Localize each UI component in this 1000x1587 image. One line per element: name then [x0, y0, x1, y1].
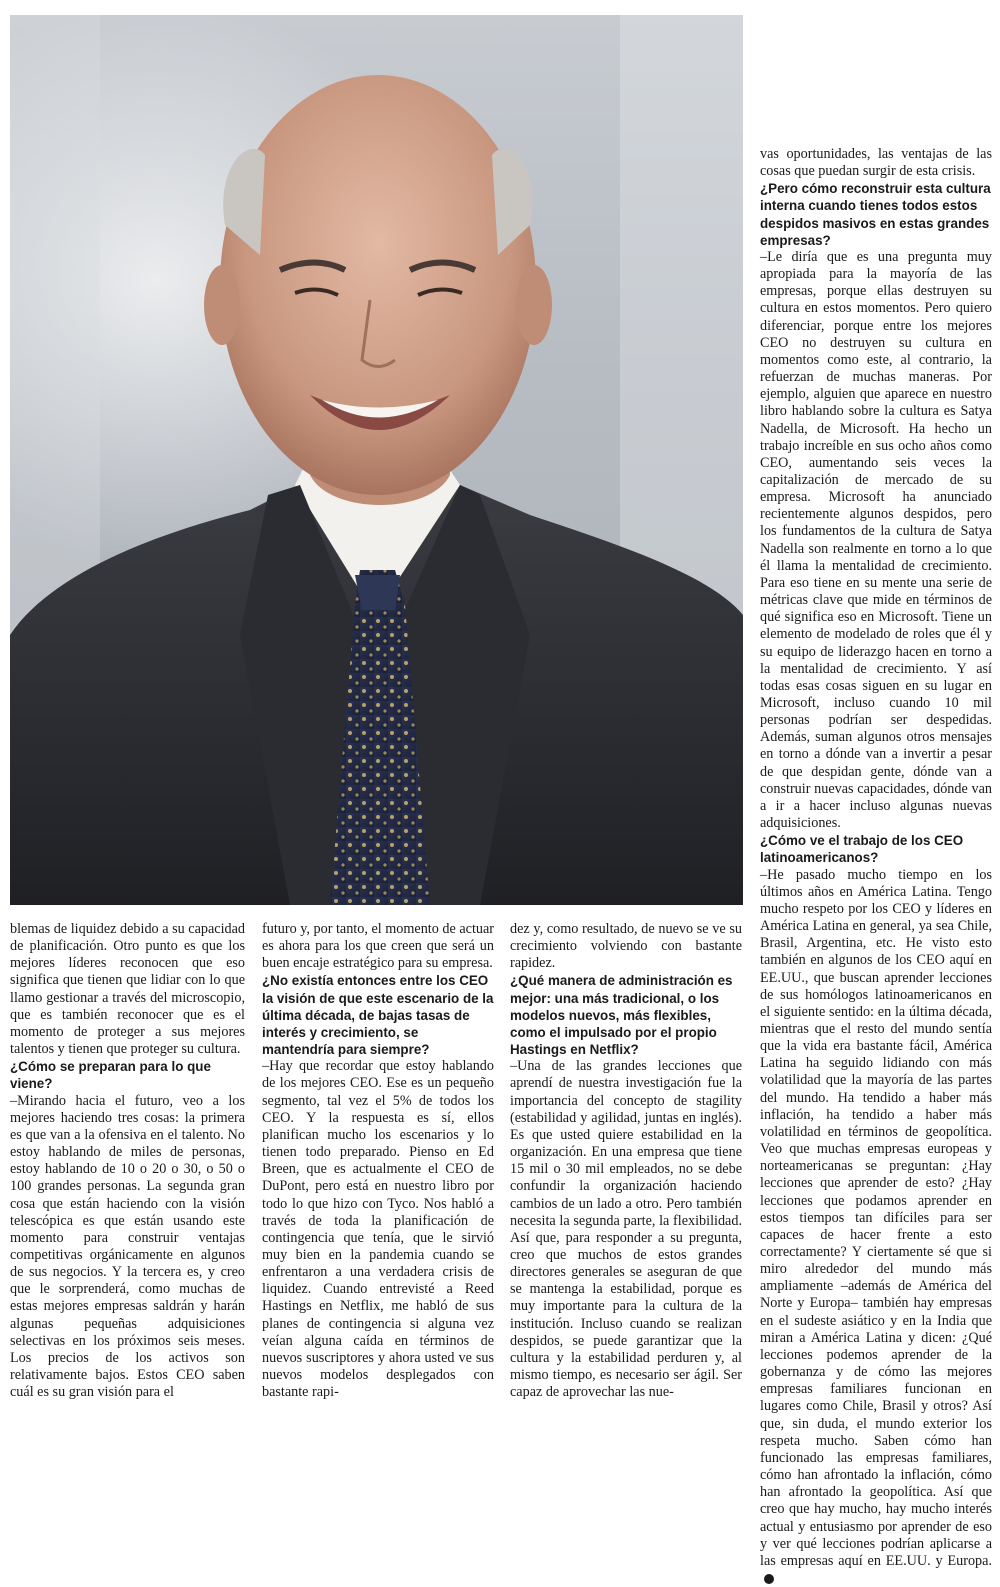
portrait-photo: [10, 15, 743, 905]
interview-question: ¿No existía entonces entre los CEO la visión de que este escenario de la última década, de bajas tasas de interés y crecimiento, se mantendría para siempre?: [262, 973, 494, 1058]
paragraph: –Hay que recordar que estoy hablando de los mejores CEO. Ese es un pequeño segmento, tal vez el 5% de todos los CEO. Y la respuesta es sí, ellos planifican mucho los escenarios y lo tienen todo preparado. Pienso en Ed Breen, que es actualmente el CEO de DuPont, pero está en nuestro libro por todo lo que hizo con Tyco. Nos habló a través de toda la planificación de contingencia que tenía, que le sirvió muy bien en la pandemia cuando se enfrentaron a una verdadera crisis de liquidez. Cuando entrevisté a Reed Hastings en Netflix, me habló de sus planes de contingencia si alguna vez veían alguna caída en términos de nuevos suscriptores y ahora usted ve sus nuevos modelos desplegados con bastante rapi-: [262, 1058, 494, 1401]
interview-question: ¿Pero cómo reconstruir esta cultura interna cuando tienes todos estos despidos masivos en estas grandes empresas?: [760, 181, 991, 248]
article-column-2: [262, 921, 494, 1401]
paragraph: –Le diría que es una pregunta muy apropiada para la mayoría de las empresas, porque ellas destruyen su cultura en estos momentos. Pero quiero diferenciar, porque entre los mejores CEO no destruyen su cultura en momentos como este, al contrario, la refuerzan de muchas maneras. Por ejemplo, alguien que aparece en nuestro libro hablando sobre la cultura es Satya Nadella, de Microsoft. Ha hecho un trabajo increíble en sus ocho años como CEO, aumentando seis veces la capitalización de mercado de su empresa. Microsoft ha anunciado recientemente algunos despidos, pero los fundamentos de la cultura de Satya Nadella son realmente en torno a lo que él llama la mentalidad de crecimiento. Para eso tiene en su mente una serie de métricas clave que mide en términos de qué significa eso en Microsoft. Tiene un elemento de modelado de roles que él y su equipo de liderazgo hacen en torno a la mentalidad de crecimiento. Y así todas esas cosas siguen en su lugar en Microsoft, incluso cuando 10 mil personas podrían ser despedidas. Además, suman algunos otros mensajes en torno a dónde van a invertir a pesar de que despidan gente, dónde van a construir nuevas capacidades, dónde van a ir a hacer incluso algunas nuevas adquisiciones.: [760, 248, 992, 832]
portrait-illustration: [10, 15, 743, 905]
article-column-1: [10, 921, 245, 1401]
paragraph: futuro y, por tanto, el momento de actuar es ahora para los que creen que será un buen encaje estratégico para su empresa.: [262, 921, 494, 972]
article-column-right: [760, 146, 992, 1587]
paragraph: vas oportunidades, las ventajas de las cosas que puedan surgir de esta crisis.: [760, 146, 992, 180]
end-of-article-icon: [764, 1574, 774, 1584]
interview-question: ¿Qué manera de administración es mejor: una más tradicional, o los modelos nuevos, más flexibles, como el impulsado por el propio Hastings en Netflix?: [510, 973, 733, 1058]
paragraph: dez y, como resultado, de nuevo se ve su crecimiento volviendo con bastante rapidez.: [510, 921, 742, 972]
interview-question: ¿Cómo ve el trabajo de los CEO latinoamericanos?: [760, 833, 964, 866]
paragraph: –Una de las grandes lecciones que aprendí de nuestra investigación fue la importancia del concepto de stagility (estabilidad y agilidad, juntas en inglés). Es que usted quiere estabilidad en la organización. En una empresa que tiene 15 mil o 30 mil empleados, no se debe confundir la organización haciendo cambios de un lado a otro. Pero también necesita la segunda parte, la flexibilidad. Así que, para responder a su pregunta, creo que muchos de estos grandes directores generales se aseguran de que se mantenga la estabilidad, porque es muy importante para la cultura de la institución. Incluso cuando se realizan despidos, se puede garantizar que la cultura y la estabilidad perduren y, al mismo tiempo, es necesario ser ágil. Ser capaz de aprovechar las nue-: [510, 1058, 742, 1401]
paragraph: –Mirando hacia el futuro, veo a los mejores haciendo tres cosas: la primera es que van a la ofensiva en el talento. No estoy hablando de miles de personas, estoy hablando de 10 o 20 o 30, o 50 o 100 grandes personas. La segunda gran cosa que están haciendo con la visión telescópica es que están usando este momento para construir ventajas competitivas orgánicamente en algunos de sus negocios. Y la tercera es, y creo que le sorprenderá, como muchas de estas mejores empresas saldrán y harán algunas pequeñas adquisiciones selectivas en los próximos seis meses. Los precios de los activos son relativamente bajos. Estos CEO saben cuál es su gran visión para el: [10, 1092, 245, 1401]
paragraph: –He pasado mucho tiempo en los últimos años en América Latina. Tengo mucho respeto por los CEO y líderes en América Latina en general, ya sea Chile, Brasil, Argentina, etc. He visto esto también en algunos de los CEO aquí en EE.UU., que buscan aprender lecciones de sus homólogos latinoamericanos en el siguiente sentido: en la última década, mientras que el resto del mundo sentía que la vida era bastante fácil, América Latina ha seguido lidiando con más volatilidad que la mayoría de las partes del mundo. Ha tendido a haber más inflación, ha tendido a haber más volatilidad en términos de geopolítica. Veo que muchas empresas europeas y norteamericanas se preguntan: ¿Hay lecciones que aprender de esto? ¿Hay lecciones que podamos aprender en estos tiempos tan difíciles para ser capaces de hacer frente a esto correctamente? Y ciertamente sé que si miro alrededor del mundo más ampliamente –además de América del Norte y Europa– también hay empresas en el sudeste asiático y en la India que miran a América Latina y dicen: ¿Qué lecciones podemos aprender de la gobernanza y de cómo las mejores empresas familiares funcionan en lugares como Chile, Brasil y otros? Así que, sin duda, el mundo exterior los respeta mucho. Saben cómo han funcionado las empresas familiares, cómo han afrontado la inflación, cómo han afrontado la geopolítica. Así que creo que hay mucho, hay mucho interés actual y entusiasmo por aprender de eso y ver qué lecciones podrían aplicarse a las empresas aquí en EE.UU. y Europa.: [760, 867, 992, 1587]
article-column-3: [510, 921, 742, 1401]
interview-question: ¿Cómo se preparan para lo que viene?: [10, 1059, 211, 1092]
paragraph: blemas de liquidez debido a su capacidad de planificación. Otro punto es que los mejores líderes reconocen que eso significa que tienen que lidiar con lo que llamo gestionar a través del microscopio, que es también reconocer que es el momento de proteger a sus mejores talentos y tienen que proteger su cultura.: [10, 921, 245, 1058]
